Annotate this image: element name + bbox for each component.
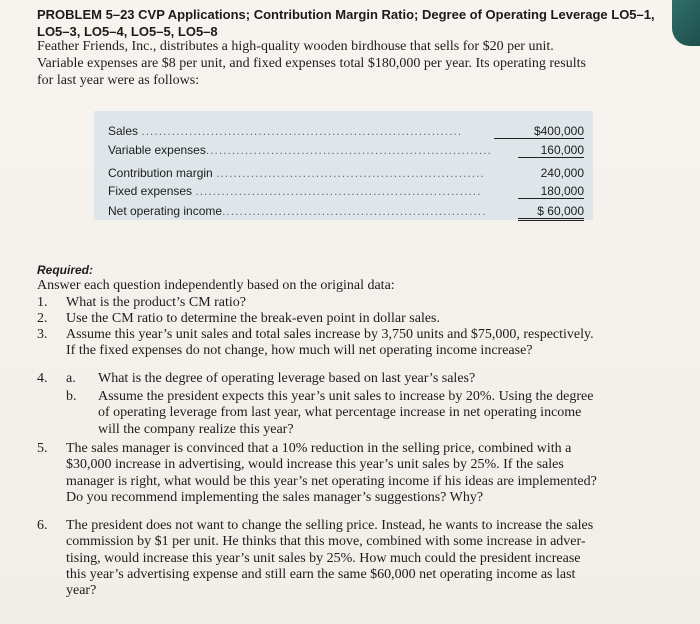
question-4	[37, 371, 677, 436]
question-text: If the fixed expenses do not change, how much will net operating income increase?	[66, 343, 533, 359]
problem-intro	[37, 38, 677, 89]
question-number: 6.	[37, 518, 48, 533]
heading-line-2: LO5–3, LO5–4, LO5–5, LO5–8	[37, 24, 218, 39]
question-text: What is the degree of operating leverage based on last year’s sales?	[98, 371, 476, 386]
intro-line: for last year were as follows:	[37, 73, 200, 88]
question-number: 1.	[37, 295, 48, 310]
question-text: tising, would increase this year’s unit sales by 25%. How much could the president increase	[66, 550, 581, 566]
question-text: The president does not want to change the selling price. Instead, he wants to increase the sales	[66, 518, 594, 533]
row-contribution-margin: Contribution margin .............................................................. 240,000	[108, 166, 584, 180]
row-label: Contribution margin	[108, 166, 213, 180]
question-number: 4.	[37, 371, 48, 386]
question-text: What is the product’s CM ratio?	[66, 295, 247, 310]
question-text: will the company realize this year?	[98, 421, 294, 437]
question-text: this year’s advertising expense and still earn the same $60,000 net operating income as last	[66, 566, 576, 582]
intro-line: Feather Friends, Inc., distributes a high-quality wooden birdhouse that sells for $20 per unit.	[37, 39, 554, 54]
row-label: Net operating income	[108, 204, 223, 218]
row-value: 160,000	[518, 143, 584, 158]
question-text: The sales manager is convinced that a 10% reduction in the selling price, combined with a	[66, 441, 572, 456]
question-text: of operating leverage from last year, what percentage increase in net operating income	[98, 405, 582, 421]
intro-line: Variable expenses are $8 per unit, and fixed expenses total $180,000 per year. Its operating results	[37, 56, 586, 71]
row-label: Variable expenses	[108, 143, 206, 157]
row-value: 180,000	[518, 184, 584, 199]
question-text: manager is right, what would be this year’s net operating income if his ideas are implemented?	[66, 473, 597, 489]
subquestion-letter: b.	[66, 389, 77, 404]
row-sales: Sales .......................................................................... $400,000	[108, 124, 584, 138]
question-number: 3.	[37, 327, 48, 342]
question-text: Assume the president expects this year’s unit sales to increase by 20%. Using the degree	[98, 389, 594, 404]
row-fixed-expenses: Fixed expenses .................................................................. 180,000	[108, 184, 584, 198]
question-text: Do you recommend implementing the sales manager’s suggestions? Why?	[66, 489, 484, 505]
row-value: $400,000	[494, 124, 584, 139]
row-value: $ 60,000	[518, 204, 584, 221]
row-net-operating-income: Net operating income............................................................. $ 60,000	[108, 204, 584, 222]
question-3	[37, 327, 677, 360]
row-label: Sales	[108, 124, 139, 138]
row-label: Fixed expenses	[108, 184, 193, 198]
question-text: Use the CM ratio to determine the break-even point in dollar sales.	[66, 311, 441, 326]
income-statement	[94, 111, 593, 220]
row-value: 240,000	[540, 166, 584, 180]
question-number: 2.	[37, 311, 48, 326]
row-variable-expenses: Variable expenses.................................................................. 160,000	[108, 143, 584, 157]
subquestion-letter: a.	[66, 371, 76, 386]
question-5	[37, 441, 677, 507]
problem-heading	[37, 6, 677, 40]
question-text: year?	[66, 583, 97, 599]
question-text: commission by $1 per unit. He thinks that this move, combined with some increase in adver-	[66, 534, 586, 550]
question-text: Assume this year’s unit sales and total sales increase by 3,750 units and $75,000, respectively.	[66, 327, 594, 342]
question-6	[37, 518, 677, 618]
question-text: $30,000 increase in advertising, would increase this year’s unit sales by 25%. If the sales	[66, 457, 564, 473]
required-intro: Answer each question independently based on the original data:	[37, 278, 395, 293]
required-title: Required:	[37, 263, 94, 277]
heading-line-1: PROBLEM 5–23 CVP Applications; Contribution Margin Ratio; Degree of Operating Leverage LO5–1,	[37, 7, 655, 22]
question-number: 5.	[37, 441, 48, 456]
